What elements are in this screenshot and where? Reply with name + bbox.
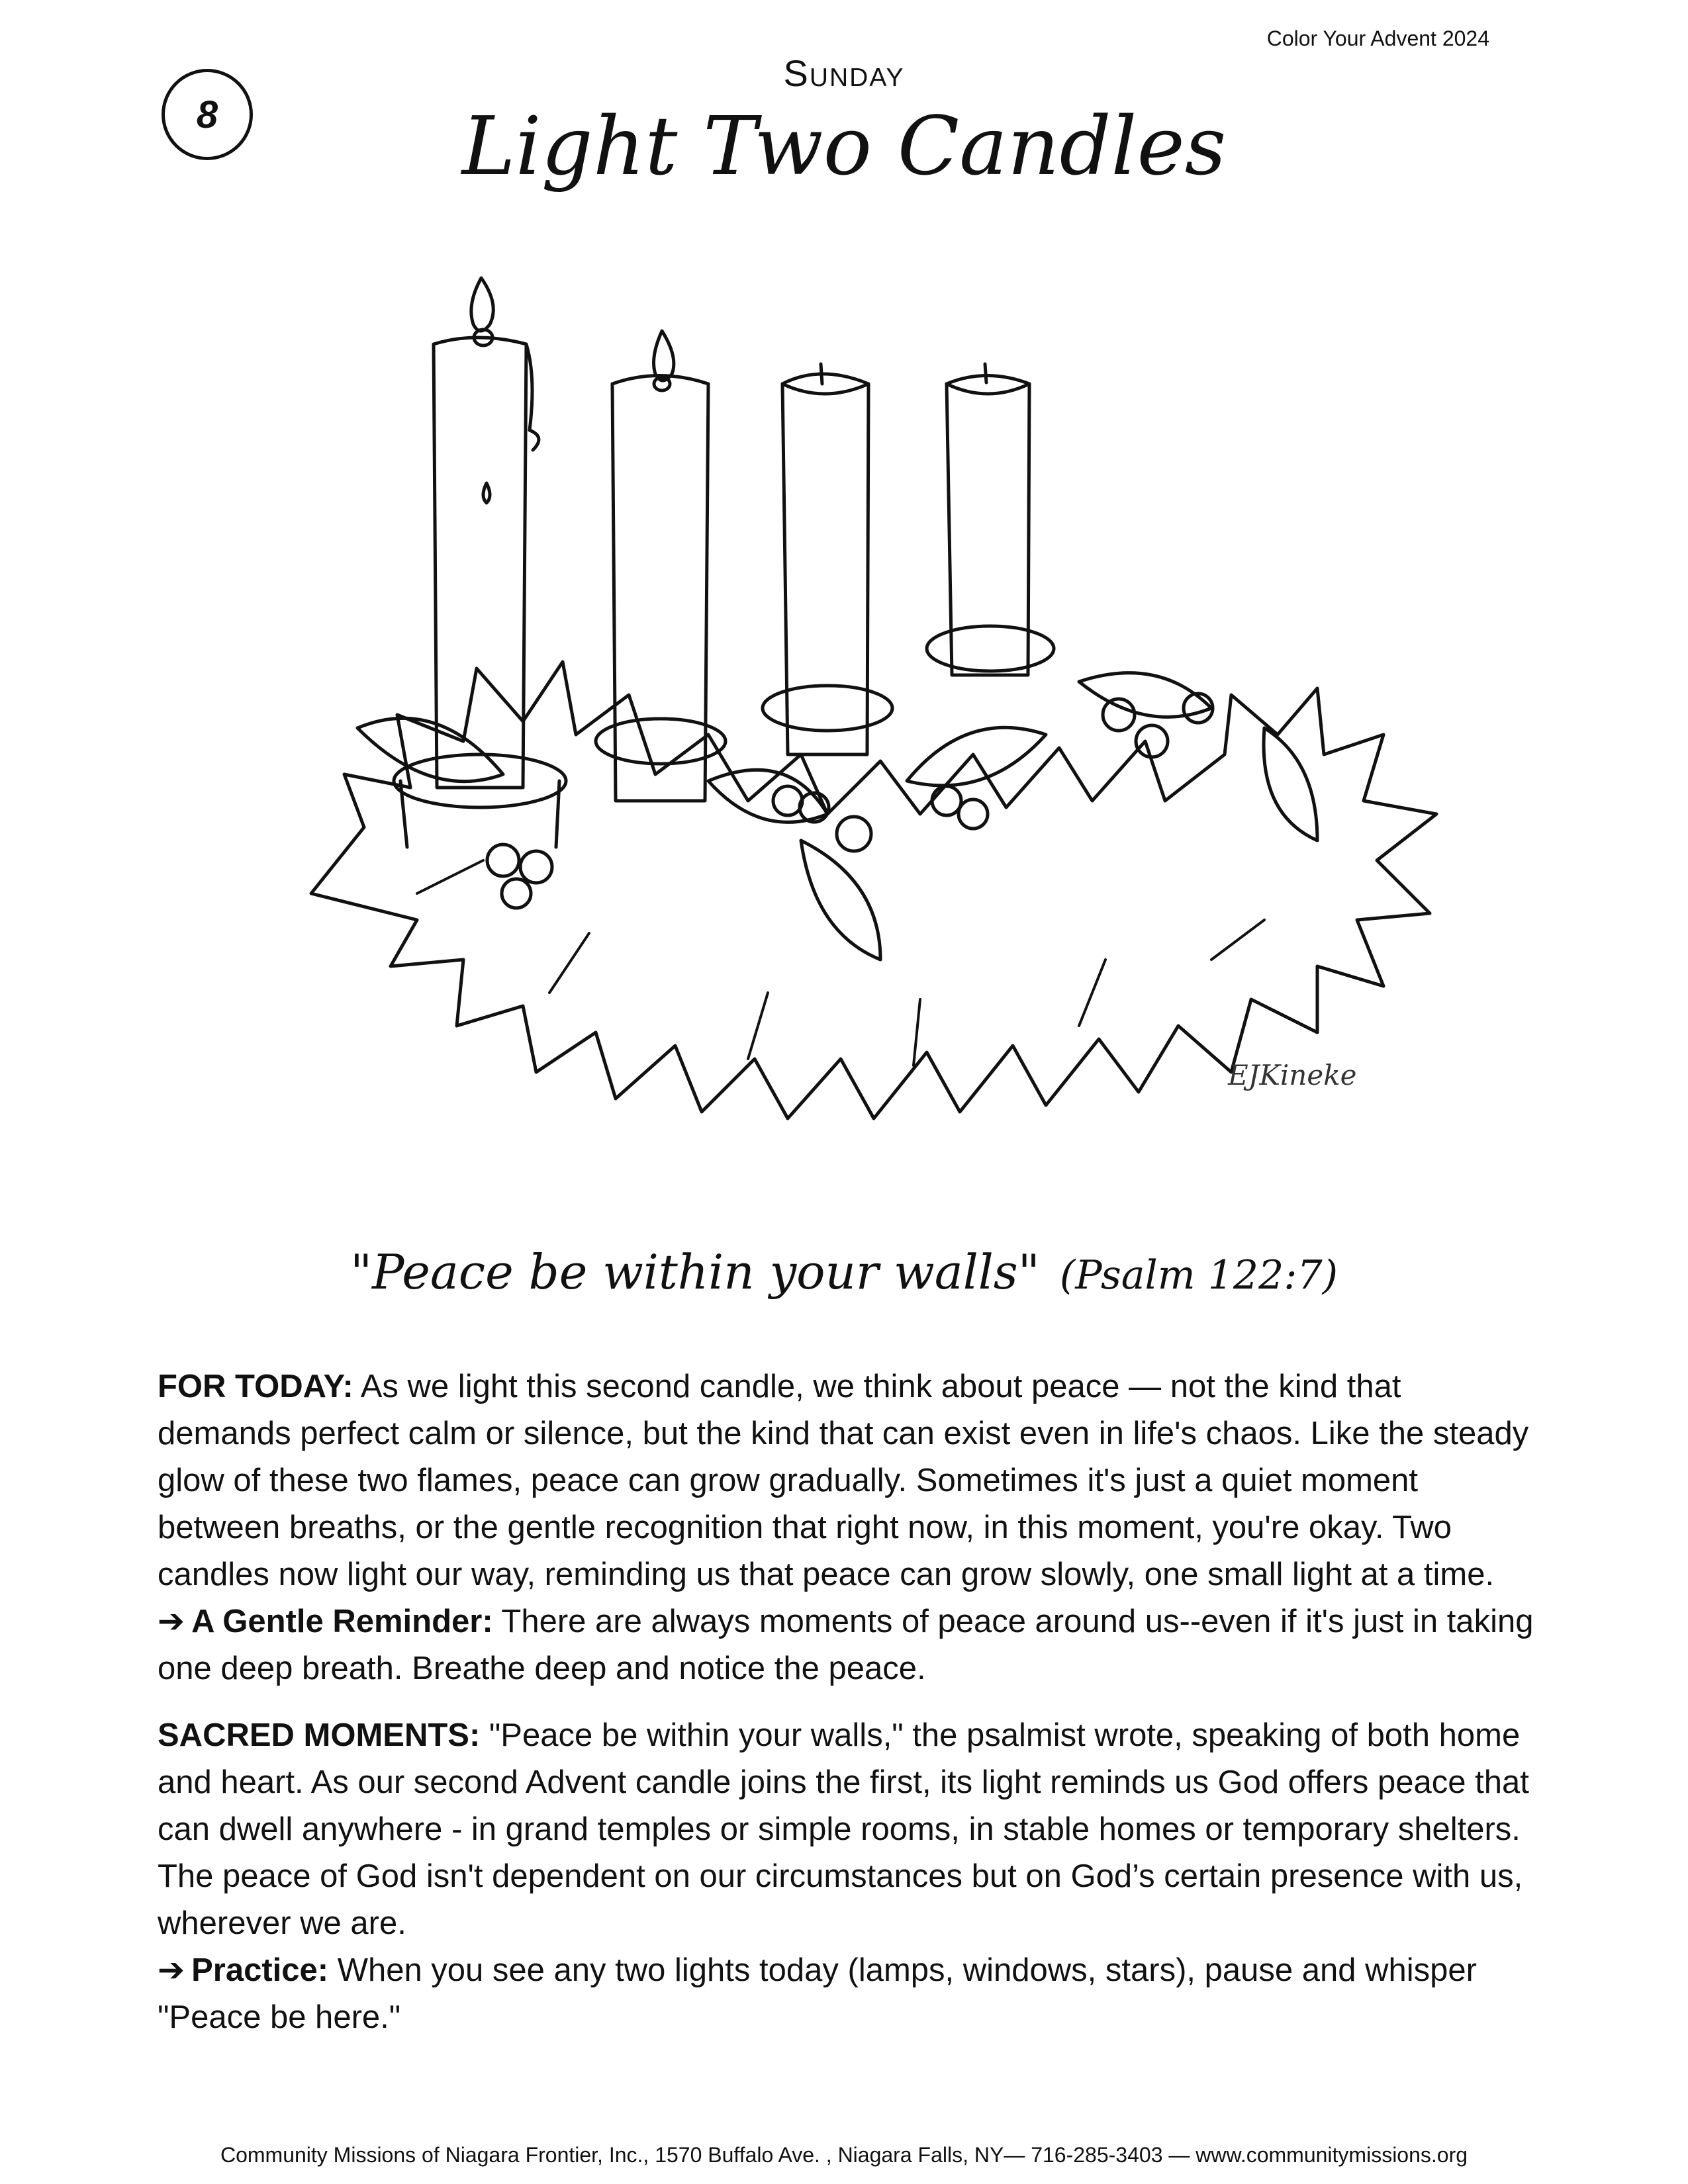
candle-ring-3 [763,686,892,731]
for-today-label: FOR TODAY: [158,1369,353,1404]
verse-reference: (Psalm 122:7) [1059,1252,1338,1298]
document-tag: Color Your Advent 2024 [1266,26,1489,50]
holly-leaf [801,841,880,960]
holly-leaf [907,727,1046,786]
candle-1 [434,338,526,788]
candle-3 [782,374,868,754]
artist-signature: EJKineke [1228,1059,1357,1091]
practice-text: When you see any two lights today (lamps, windows, stars), pause and whisper "Peace be here." [158,1952,1477,2035]
footer-contact: Community Missions of Niagara Frontier, Inc., 1570 Buffalo Ave. , Niagara Falls, NY— 716-285-3403 — www.communitymissions.org [220,2143,1468,2167]
day-number: 8 [196,93,218,136]
page-title: Light Two Candles [461,99,1227,193]
arrow-icon: ➔ [158,1604,185,1639]
day-name: Sunday [783,52,905,94]
reminder-label: A Gentle Reminder: [191,1604,493,1639]
for-today-paragraph [158,1363,1534,1598]
sacred-moments-text: "Peace be within your walls," the psalmist wrote, speaking of both home and heart. As our second Advent candle joins the first, its light reminds us God offers peace that can dwell anywhere - in grand temples or simple rooms, in stable homes or temporary shelters. The peace of God isn't dependent on our circumstances but on God’s certain presence with us, wherever we are. [158,1717,1529,1941]
sacred-moments-label: SACRED MOMENTS: [158,1717,481,1753]
practice-label: Practice: [191,1952,329,1988]
arrow-icon: ➔ [158,1952,185,1988]
reminder-paragraph [158,1598,1534,1692]
verse [0,1244,1688,1300]
flame-2 [654,331,674,381]
candle-2 [612,376,708,801]
sacred-moments-paragraph [158,1712,1534,1947]
practice-paragraph [158,1947,1534,2041]
flame-1 [471,278,493,331]
holly-leaf [1264,728,1317,841]
candle-ring-4 [927,626,1054,671]
devotional-body [158,1363,1534,2041]
reminder-text: There are always moments of peace around us--even if it's just in taking one deep breath. Breathe deep and notice the peace. [158,1604,1534,1686]
verse-quote: "Peace be within your walls" [350,1244,1040,1300]
for-today-text: As we light this second candle, we think about peace — not the kind that demands perfect calm or silence, but the kind that can exist even in life's chaos. Like the steady glow of these two flames, peace can grow gradually. Sometimes it's just a quiet moment between breaths, or the gentle recognition that right now, in this moment, you're okay. Two candles now light our way, reminding us that peace can grow slowly, one small light at a time. [158,1369,1529,1592]
